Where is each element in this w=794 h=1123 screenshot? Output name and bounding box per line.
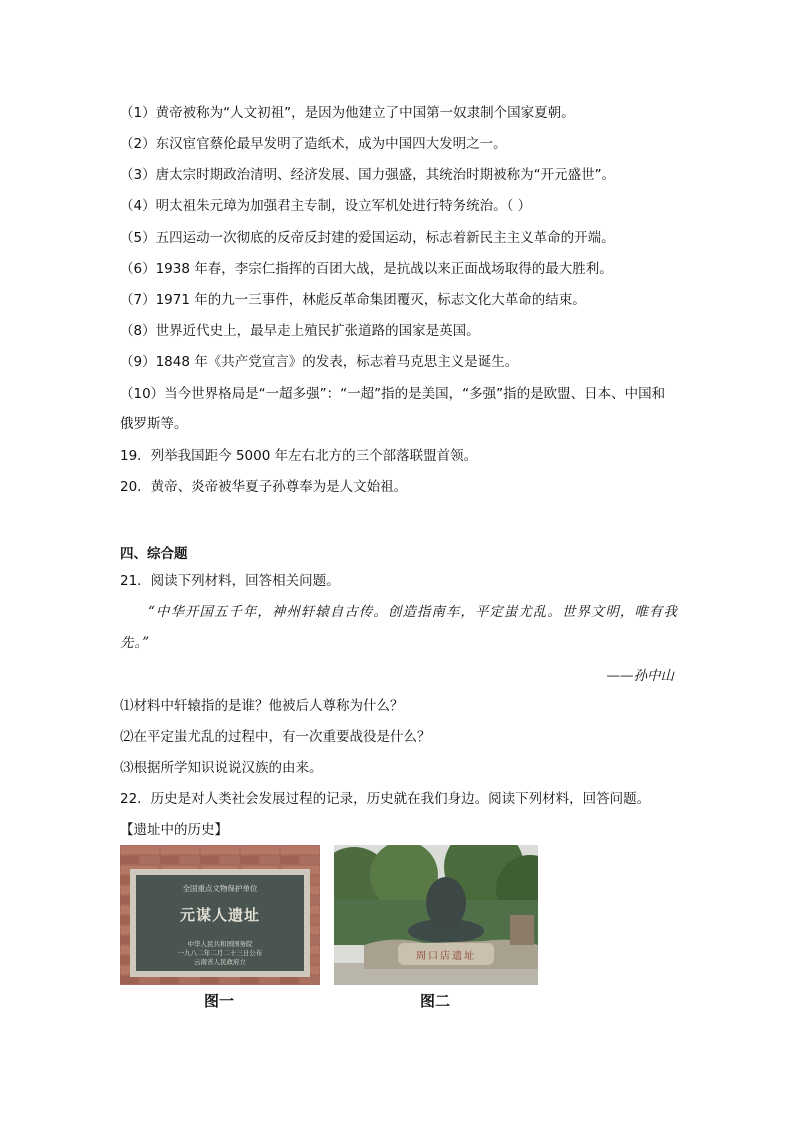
plaque-top-text: 全国重点文物保护单位	[182, 884, 258, 893]
judgment-2: （2）东汉宦官蔡伦最早发明了造纸术，成为中国四大发明之一。	[120, 136, 507, 152]
question-22-stem: 22．历史是对人类社会发展过程的记录，历史就在我们身边。阅读下列材料，回答问题。	[120, 791, 651, 807]
quote-attribution: ——孙中山	[606, 668, 674, 684]
judgment-5: （5）五四运动一次彻底的反帝反封建的爱国运动，标志着新民主主义革命的开端。	[120, 230, 615, 246]
question-20: 20．黄帝、炎帝被华夏子孙尊奉为是人文始祖。	[120, 479, 408, 495]
judgment-4: （4）明太祖朱元璋为加强君主专制，设立军机处进行特务统治。（ ）	[120, 198, 532, 214]
judgment-10-cont: 俄罗斯等。	[120, 416, 188, 432]
figure-1-label: 图一	[204, 992, 235, 1010]
plaque-issuer: 中华人民共和国国务院	[187, 940, 253, 948]
plaque-setter: 云南省人民政府立	[194, 958, 246, 966]
question-22-subtitle: 【遗址中的历史】	[120, 822, 228, 838]
bust-site-illustration	[334, 845, 538, 985]
plaque-date: 一九八二年二月二十三日公布	[177, 949, 263, 957]
section-title: 四、综合题	[120, 546, 188, 562]
judgment-1: （1）黄帝被称为“人文初祖”，是因为他建立了中国第一奴隶制个国家夏朝。	[120, 105, 575, 121]
judgment-9: （9）1848 年《共产党宣言》的发表，标志着马克思主义是诞生。	[120, 354, 519, 370]
stone-inscription: 周口店遗址	[416, 951, 476, 962]
judgment-10: （10）当今世界格局是“一超多强”：“一超”指的是美国，“多强”指的是欧盟、日本、中国和	[120, 386, 666, 402]
question-21-stem: 21．阅读下列材料，回答相关问题。	[120, 573, 340, 589]
question-19: 19．列举我国距今 5000 年左右北方的三个部落联盟首领。	[120, 448, 478, 464]
figure-2-label: 图二	[420, 992, 451, 1010]
plaque-title: 元谋人遗址	[179, 906, 260, 924]
judgment-6: （6）1938 年春，李宗仁指挥的百团大战，是抗战以来正面战场取得的最大胜利。	[120, 261, 613, 277]
subquestion-3: ⑶根据所学知识说说汉族的由来。	[120, 760, 323, 776]
quote-line-1: “中华开国五千年，神州轩辕自古传。创造指南车，平定蚩尤乱。世界文明，唯有我	[148, 604, 678, 620]
subquestion-1: ⑴材料中轩辕指的是谁？他被后人尊称为什么？	[120, 698, 404, 714]
judgment-3: （3）唐太宗时期政治清明、经济发展、国力强盛，其统治时期被称为“开元盛世”。	[120, 167, 616, 183]
judgment-7: （7）1971 年的九一三事件，林彪反革命集团覆灭，标志文化大革命的结束。	[120, 292, 586, 308]
subquestion-2: ⑵在平定蚩尤乱的过程中，有一次重要战役是什么？	[120, 729, 431, 745]
judgment-8: （8）世界近代史上，最早走上殖民扩张道路的国家是英国。	[120, 323, 480, 339]
figure-1-image	[120, 845, 320, 985]
quote-line-2: 先。”	[120, 635, 151, 651]
figure-2-image	[334, 845, 538, 985]
